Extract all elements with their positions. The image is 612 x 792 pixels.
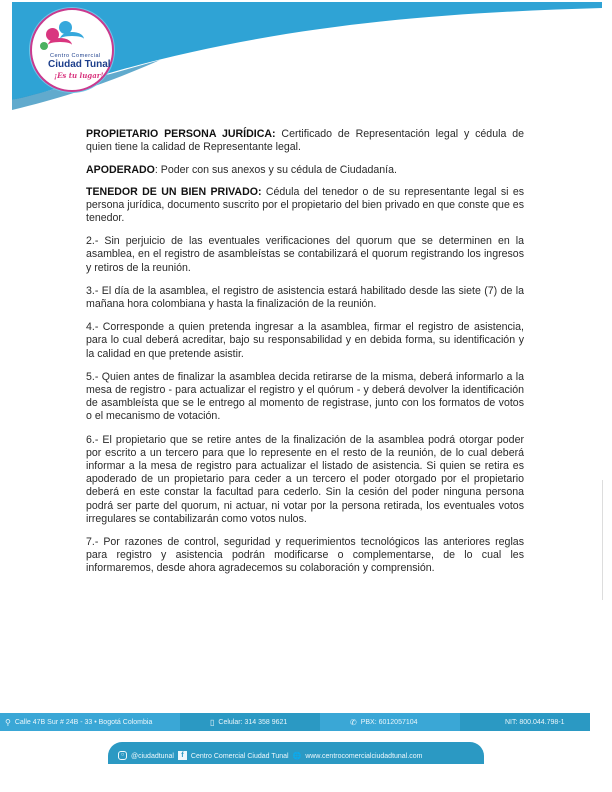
item-7: 7.- Por razones de control, seguridad y requerimientos tecnológicos las anteriores reglas para registro y asistencia podrán modificarse o complementarse, de lo cual les informaremos, desde ahora agradecemos su colaboración y comprensión.	[86, 536, 524, 575]
logo-arc-blue	[60, 32, 84, 46]
logo-line1: Centro Comercial	[50, 53, 101, 59]
website-link[interactable]: www.centrocomercialciudadtunal.com	[305, 753, 423, 760]
footer-social-bar	[108, 742, 484, 764]
location-pin-icon: ⚲	[5, 717, 11, 727]
facebook-page[interactable]: Centro Comercial Ciudad Tunal	[190, 753, 289, 760]
footer-address	[0, 713, 180, 731]
logo-tagline: ¡Es tu lugar!	[54, 71, 104, 80]
item-5: 5.- Quien antes de finalizar la asamblea decida retirarse de la misma, deberá informarlo a la mesa de registro - para actualizar el registro y el quórum - y deberá devolver la identificación de asambleísta que se le entrego al momento de registrase, junto con los formatos de votos o el mecanismo de votación.	[86, 370, 524, 423]
pbx-text: PBX: 6012057104	[360, 718, 418, 726]
logo-line2: Ciudad Tunal	[48, 59, 111, 70]
scan-edge-line	[602, 480, 603, 600]
label-propietario: PROPIETARIO PERSONA JURÍDICA:	[86, 128, 276, 140]
paragraph-propietario	[86, 128, 524, 154]
cell-text: Celular: 314 358 9621	[218, 718, 288, 726]
logo-figure-green	[40, 42, 48, 50]
label-tenedor: TENEDOR DE UN BIEN PRIVADO:	[86, 185, 262, 198]
label-apoderado: APODERADO	[86, 164, 155, 177]
item-4: 4.- Corresponde a quien pretenda ingresar a la asamblea, firmar el registro de asistencia, para lo cual deberá acreditar, bajo su responsabilidad y en debida forma, su identificación y la calidad en que pretende asistir.	[86, 321, 524, 360]
footer-cell	[180, 713, 320, 731]
text-apoderado: : Poder con sus anexos y su cédula de Ciudadanía.	[154, 164, 397, 177]
footer-contact-bar	[0, 713, 590, 731]
instagram-handle[interactable]: @ciudadtunal	[131, 753, 174, 760]
company-logo	[30, 8, 114, 92]
phone-icon: ✆	[350, 717, 357, 727]
globe-icon: 🌐	[292, 753, 302, 760]
document-body	[86, 128, 524, 586]
footer-pbx	[320, 713, 460, 731]
item-6: 6.- El propietario que se retire antes de la finalización de la asamblea podrá otorgar poder por escrito a un tercero para que lo represente en el resto de la reunión, de lo cual deberá informar a la mesa de registro para actualizar el listado de asistencia. Si quien se retira es apoderado de un propietario para ceder a un tercero el poder otorgado por el propietario deberá en este constar la facultad para cederlo. Sin la cesión del poder ninguna persona podrá ser parte del quorum, ni actuar, ni votar por la persona retirada, los eventuales votos irregulares se contabilizarán como votos nulos.	[86, 433, 524, 525]
paragraph-tenedor	[86, 186, 524, 226]
instagram-icon: ○	[118, 751, 127, 760]
facebook-icon: f	[178, 751, 187, 760]
text-propietario: Certificado de Representación legal y cédula de quien tiene la calidad de Representante legal.	[86, 128, 524, 154]
text-tenedor: Cédula del tenedor o de su representante legal si es persona jurídica, documento suscrito por el propietario del bien privado en que conste que es tenedor.	[86, 185, 525, 225]
paragraph-apoderado	[86, 164, 524, 177]
footer-nit	[460, 713, 590, 731]
item-2: 2.- Sin perjuicio de las eventuales verificaciones del quorum que se determinen en la asamblea, en el registro de asambleístas se contabilizará el quorum registrando los ingresos y retiros de la reunión.	[86, 235, 524, 274]
address-text: Calle 47B Sur # 24B - 33 • Bogotá Colombia	[14, 718, 153, 726]
nit-text: NIT: 800.044.798-1	[505, 718, 565, 726]
item-3: 3.- El día de la asamblea, el registro de asistencia estará habilitado desde las siete (7) de la mañana hora colombiana y hasta la finalización de la reunión.	[86, 284, 524, 311]
mobile-phone-icon: ▯	[210, 717, 215, 727]
letterhead-header	[0, 0, 612, 130]
